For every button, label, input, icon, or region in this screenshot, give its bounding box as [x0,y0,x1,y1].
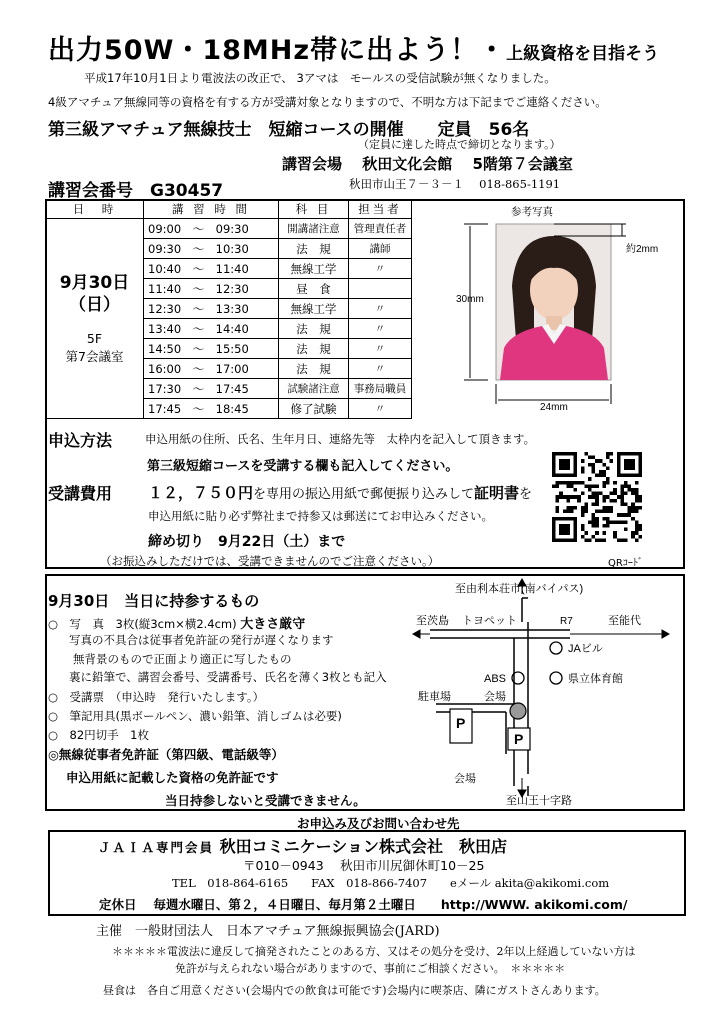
venue: 講習会場 秋田文化会館 5階第７会議室 [282,155,573,173]
subject-cell: 開講諸注意 [279,219,349,239]
access-map [410,578,682,810]
fee-text-end: を [519,487,533,502]
warning-line-1: ＊＊＊＊＊電波法に違反して摘発されたことのある方、又はその処分を受け、2年以上経過していない方は [112,945,636,958]
person-cell: 〃 [349,259,412,279]
bring-photo-item [48,613,305,632]
qr-code-label: QRｺｰﾄﾞ [608,558,643,569]
header-date: 日 時 [46,200,144,219]
bring-photo-note-1: 写真の不具合は従事者免許証の発行が遅くなります [69,633,334,647]
fee-text-mid: を専用の振込用紙で郵便振り込みして [253,487,475,502]
header-time: 講 習 時 間 [144,200,279,219]
subject-cell: 法 規 [279,339,349,359]
qr-code[interactable] [552,452,642,542]
header-subject: 科 目 [279,200,349,219]
photo-top-margin-label: 約2mm [626,244,659,255]
table-row [46,219,412,239]
subject-cell: 無線工学 [279,259,349,279]
map-route-label: R7 [560,616,573,627]
bring-license-note-2: 当日持参しないと受講できません。 [165,793,366,808]
bring-stamp-item: ○ 82円切手 1枚 [48,728,149,742]
deadline-note: （お振込みしただけでは、受講できませんのでご注意ください。） [100,554,440,568]
person-cell: 管理責任者 [349,219,412,239]
shop-phones: TEL 018-864-6165 FAX 018-866-7407 eメール akita@akikomi.com [172,876,610,890]
map-north-label: 至由利本荘市(南バイパス) [455,583,584,595]
map-east-label: 至能代 [608,615,641,627]
map-parking-label: 駐車場 [418,691,451,703]
fee-text-2: 申込用紙に貼り必ず弊社まで持参又は郵送にてお申込みください。 [148,509,493,523]
room-name: 第7会議室 [65,348,124,364]
venue-marker [510,703,526,719]
map-abs-label: ABS [484,673,507,685]
map-ja-label: JAビル [568,643,603,655]
warning-line-2: 免許が与えられない場合がありますので、事前にご相談ください。 ＊＊＊＊＊ [175,962,566,975]
subject-cell: 無線工学 [279,299,349,319]
bring-writing-item: ○ 筆記用具(黒ボールペン、濃い鉛筆、消しゴムは必要) [48,709,342,723]
shop-address: 〒010－0943 秋田市川尻御休町10－25 [243,858,485,873]
time-cell: 17:45 ～ 18:45 [144,399,279,419]
person-cell: 講師 [349,239,412,259]
deadline: 締め切り 9月22日（土）まで [148,534,346,550]
time-cell: 10:40 ～ 11:40 [144,259,279,279]
person-cell: 事務局職員 [349,379,412,399]
application-also-text: 第三級短縮コースを受講する欄も記入してください。 [147,459,459,474]
person-cell [349,279,412,299]
fee-label: 受講費用 [48,484,113,503]
venue-address: 秋田市山王７－３－１ 018-865-1191 [349,177,561,191]
time-cell: 17:30 ～ 17:45 [144,379,279,399]
person-cell: 〃 [349,299,412,319]
map-west-label: 至茨島 [416,615,449,627]
headline-sub: 上級資格を目指そう [506,44,660,64]
application-method-text: 申込用紙の住所、氏名、生年月日、連絡先等 太枠内を記入して頂きます。 [145,432,536,446]
reference-photo-label: 参考写真 [511,206,553,218]
header-person: 担当者 [349,200,412,219]
fee-certificate: 証明書 [474,484,520,502]
fee-amount: １２，７５０円 [148,484,254,502]
parking-2-label: P [514,731,524,747]
photo-width-label: 24mm [540,402,568,412]
weekday: （日） [69,294,120,315]
bring-ticket-item: ○ 受講票 （申込時 発行いたします。） [48,690,265,704]
person-cell: 〃 [349,399,412,419]
person-cell: 〃 [349,339,412,359]
time-cell: 16:00 ～ 17:00 [144,359,279,379]
time-cell: 12:30 ～ 13:30 [144,299,279,319]
time-cell: 14:50 ～ 15:50 [144,339,279,359]
person-cell: 〃 [349,359,412,379]
bring-heading: 9月30日 当日に持参するもの [48,592,260,610]
subject-cell: 法 規 [279,359,349,379]
person-cell: 〃 [349,319,412,339]
map-toyopet-label: トヨペット [462,615,517,627]
map-venue-bottom-label: 会場 [454,773,476,785]
map-venue-label: 会場 [484,691,506,703]
contact-title: お申込み及びお問い合わせ先 [297,816,460,831]
parking-1-label: P [456,715,466,731]
subject-cell: 昼 食 [279,279,349,299]
shop-holidays: 定休日 毎週水曜日、第２，４日曜日、毎月第２土曜日 http://WWW. akikomi.com/ [99,897,628,912]
time-cell: 11:40 ～ 12:30 [144,279,279,299]
bring-photo-note-2: 無背景のもので正面より適正に写したもの [73,652,292,666]
date: 9月30日 [59,272,130,293]
subject-cell: 試験諸注意 [279,379,349,399]
map-south-label: 至山王十字路 [506,795,572,807]
course-title: 第三級アマチュア無線技士 短縮コースの開催 定員 56名 [48,120,530,140]
time-cell: 09:00 ～ 09:30 [144,219,279,239]
headline [48,28,659,67]
jaia-member: ＪＡＩＡ専門会員 [98,840,215,855]
subject-cell: 修了試験 [279,399,349,419]
date-cell [46,219,144,419]
shop-name-line [98,834,507,857]
intro-line-2: 4級アマチュア無線同等の資格を有する方が受講対象となりますので、不明な方は下記までご連絡ください。 [48,95,607,109]
sponsor: 主催 一般財団法人 日本アマチュア無線振興協会(JARD) [96,924,440,939]
company-name: 秋田コミニケーション株式会社 秋田店 [219,837,507,856]
session-number: 講習会番号 G30457 [48,181,224,201]
schedule-table [45,199,412,419]
bring-license-item: ◎無線従事者免許証（第四級、電話級等） [48,747,284,762]
fee-text [148,482,532,503]
bring-photo-text: ○ 写 真 3枚(縦3cm×横2.4cm) [48,617,237,631]
schedule-header-row [46,200,412,219]
ja-building-marker [550,642,562,654]
time-cell: 09:30 ～ 10:30 [144,239,279,259]
gym-marker [550,672,562,684]
photo-height-label: 30mm [456,294,484,305]
portrait-photo [496,224,611,380]
time-cell: 13:40 ～ 14:40 [144,319,279,339]
bring-photo-size-strict: 大きさ厳守 [240,617,306,632]
capacity-note: （定員に達した時点で締切となります。） [358,138,561,151]
intro-line-1: 平成17年10月1日より電波法の改正で、 3アマは モールスの受信試験が無くなりました。 [84,71,556,85]
bring-license-note-1: 申込用紙に記載した資格の免許証です [66,770,279,785]
bring-photo-note-3: 裏に鉛筆で、講習会番号、受講番号、氏名を薄く3枚とも記入 [69,670,387,684]
map-gym-label: 県立体育館 [568,673,623,685]
room-floor: 5F [86,330,103,346]
reference-photo-diagram [456,222,686,412]
headline-main: 出力50W・18MHz帯に出よう！・ [48,35,507,66]
lunch-note: 昼食は 各自ご用意ください(会場内での飲食は可能です)会場内に喫茶店、隣にガストさんあります。 [103,984,606,997]
application-method-label: 申込方法 [48,431,113,450]
subject-cell: 法 規 [279,319,349,339]
subject-cell: 法 規 [279,239,349,259]
